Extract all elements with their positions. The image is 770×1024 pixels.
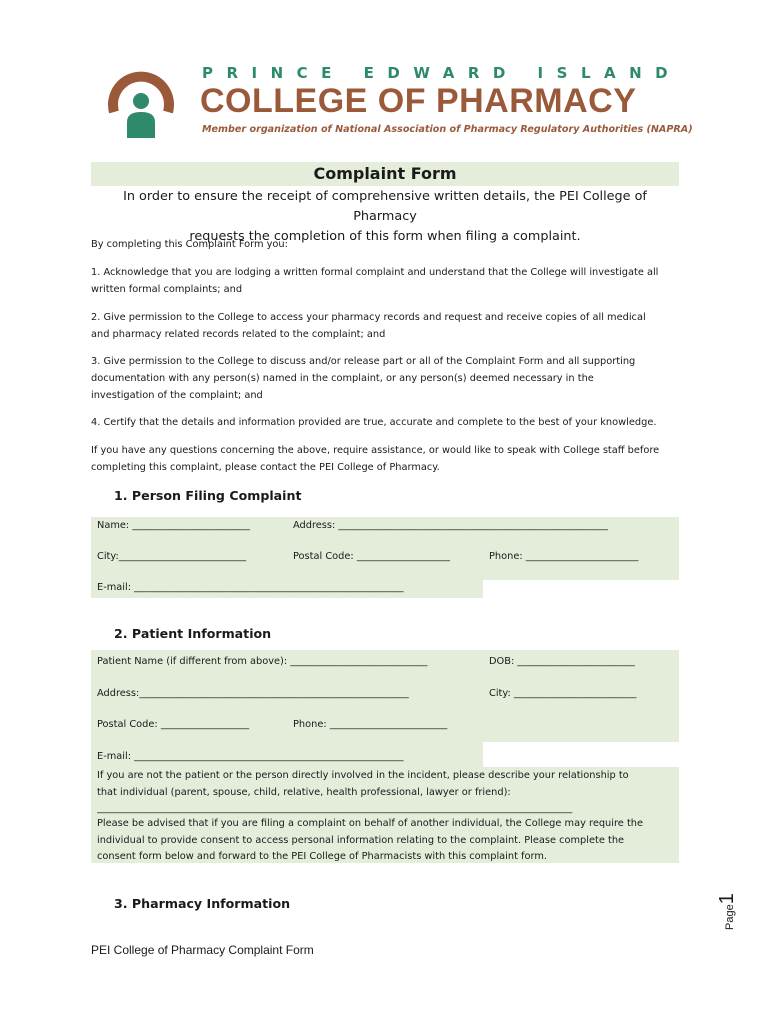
- person-arc-logo-icon: [108, 66, 174, 138]
- item-2-line-1: 2. Give permission to the College to access your pharmacy records and request and receive copies of all medical: [91, 312, 646, 323]
- name-field[interactable]: Name: ________________________: [97, 520, 250, 531]
- relationship-input-line[interactable]: _________________________________________________________________________________________________: [97, 803, 573, 814]
- advised-text: [97, 816, 677, 866]
- intro-line-2: requests the completion of this form when filing a complaint.: [189, 229, 581, 244]
- item-1-line-2: written formal complaints; and: [91, 284, 243, 295]
- form-title: Complaint Form: [91, 162, 679, 186]
- patient-email-field[interactable]: E-mail: _______________________________________________________: [97, 751, 404, 762]
- patient-name-field[interactable]: Patient Name (if different from above): ____________________________: [97, 656, 428, 667]
- dob-field[interactable]: DOB: ________________________: [489, 656, 635, 667]
- patient-address-field[interactable]: Address:_______________________________________________________: [97, 688, 409, 699]
- logo-line-napra: Member organization of National Association of Pharmacy Regulatory Authorities (NAPRA): [202, 124, 693, 135]
- item-3-line-1: 3. Give permission to the College to discuss and/or release part or all of the Complaint Form and all supporting: [91, 356, 636, 367]
- questions-line-1: If you have any questions concerning the above, require assistance, or would like to speak with College staff before: [91, 445, 660, 456]
- page-number: 1: [716, 893, 738, 905]
- address-field[interactable]: Address: _______________________________________________________: [293, 520, 608, 531]
- questions-line-2: completing this complaint, please contact the PEI College of Pharmacy.: [91, 462, 440, 473]
- by-completing-text: By completing this Complaint Form you:: [91, 239, 288, 250]
- page-number-label: [716, 893, 739, 930]
- logo-line-pei: PRINCE EDWARD ISLAND: [202, 64, 682, 82]
- item-4: 4. Certify that the details and information provided are true, accurate and complete to the best of your knowledge.: [91, 417, 657, 428]
- relationship-text: [97, 768, 677, 801]
- page-word: Page: [724, 904, 736, 930]
- intro-line-1: In order to ensure the receipt of comprehensive written details, the PEI College of Pharmacy: [123, 189, 647, 224]
- page-footer: PEI College of Pharmacy Complaint Form: [91, 943, 314, 957]
- phone-field[interactable]: Phone: _______________________: [489, 551, 639, 562]
- patient-phone-field[interactable]: Phone: ________________________: [293, 719, 448, 730]
- section-patient-info-heading: 2. Patient Information: [114, 626, 272, 641]
- patient-city-field[interactable]: City: _________________________: [489, 688, 637, 699]
- item-1-line-1: 1. Acknowledge that you are lodging a written formal complaint and understand that the College will investigate all: [91, 267, 659, 278]
- relationship-line-2: that individual (parent, spouse, child, relative, health professional, lawyer or friend):: [97, 786, 511, 798]
- section-person-filing-heading: 1. Person Filing Complaint: [114, 488, 302, 503]
- item-2-line-2: and pharmacy related records related to the complaint; and: [91, 329, 386, 340]
- item-3: [91, 353, 691, 404]
- item-3-line-3: investigation of the complaint; and: [91, 390, 263, 401]
- relationship-line-1: If you are not the patient or the person directly involved in the incident, please describe your relationship to: [97, 770, 629, 781]
- advised-line-2: individual to provide consent to access personal information relating to the complaint. Please complete the: [97, 834, 625, 846]
- section-pharmacy-info-heading: 3. Pharmacy Information: [114, 896, 291, 911]
- item-1: [91, 264, 691, 298]
- item-3-line-2: documentation with any person(s) named in the complaint, or any person(s) deemed necessary in the: [91, 373, 594, 384]
- questions-text: [91, 442, 691, 476]
- city-field[interactable]: City:__________________________: [97, 551, 247, 562]
- postal-code-field[interactable]: Postal Code: ___________________: [293, 551, 450, 562]
- email-field[interactable]: E-mail: _______________________________________________________: [97, 582, 404, 593]
- advised-line-1: Please be advised that if you are filing a complaint on behalf of another individual, the College may require the: [97, 818, 644, 829]
- logo-line-college: COLLEGE OF PHARMACY: [200, 82, 637, 120]
- advised-line-3: consent form below and forward to the PEI College of Pharmacists with this complaint form.: [97, 851, 548, 862]
- patient-postal-code-field[interactable]: Postal Code: __________________: [97, 719, 250, 730]
- item-2: [91, 309, 691, 343]
- college-logo: [108, 62, 693, 142]
